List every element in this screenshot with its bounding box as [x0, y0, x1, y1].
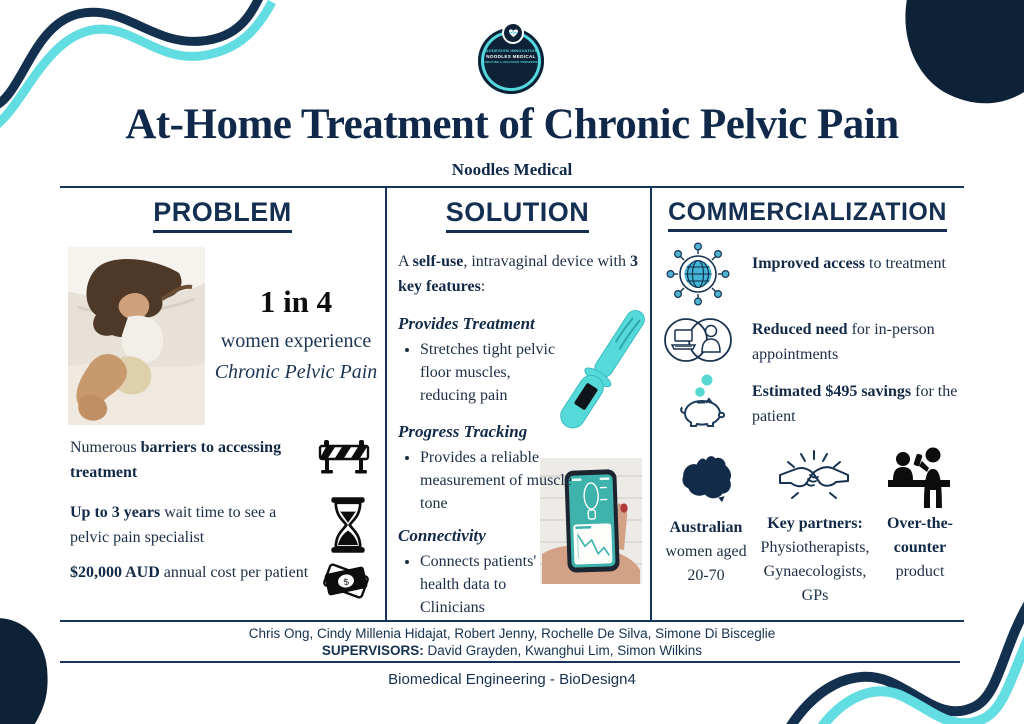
feature-bullets-tracking [402, 446, 580, 516]
feature-bullets-connectivity [402, 550, 555, 620]
solution-heading: SOLUTION [385, 197, 650, 233]
supervisors-line: SUPERVISORS: David Grayden, Kwanghui Lim, Simon Wilkins [321, 643, 703, 658]
telehealth-venn-icon [662, 312, 734, 368]
divider-problem-solution [385, 188, 387, 620]
market-australian-women: Australian women aged 20-70 [665, 519, 747, 584]
feature-title-tracking: Progress Tracking [398, 422, 528, 441]
problem-item-barriers: Numerous barriers to accessing treatment [70, 439, 282, 481]
poster-subtitle: Noodles Medical [451, 160, 573, 179]
money-icon [320, 557, 372, 605]
bullet-item: • Connects patients' health data to Clinicians [420, 550, 555, 620]
feature-bullets-treatment [402, 338, 570, 408]
benefit-reduced-need: Reduced need for in-person appointments [752, 321, 935, 363]
handshake-icon [776, 448, 852, 508]
program-name: Biomedical Engineering - BioDesign4 [388, 671, 636, 688]
logo [478, 26, 544, 94]
footer-rule-bottom [60, 661, 960, 663]
blob-top-right [905, 0, 1024, 103]
market-otc-product: Over-the-counter product [886, 515, 954, 580]
barrier-icon [318, 437, 370, 475]
stat-number: 1 in 4 [259, 284, 333, 319]
poster-title: At-Home Treatment of Chronic Pelvic Pain [125, 101, 899, 148]
stat-line2: Chronic Pelvic Pain [214, 361, 378, 383]
stat-line1: women experience [220, 330, 372, 352]
divider-solution-commercialization [650, 188, 652, 620]
logo-line1: BIODESIGN INNOVATION [483, 48, 539, 53]
network-globe-icon [666, 242, 730, 306]
top-rule [60, 186, 964, 188]
feature-title-treatment: Provides Treatment [398, 314, 535, 333]
piggy-bank-icon [672, 372, 730, 428]
supervisors-label: SUPERVISORS: [321, 643, 424, 658]
heart-pulse-icon [502, 22, 524, 44]
woman-on-bed-photo [68, 247, 205, 425]
feature-title-connectivity: Connectivity [398, 526, 486, 545]
prevalence-stat [208, 284, 384, 384]
benefit-savings: Estimated $495 savings for the patient [752, 383, 958, 425]
hourglass-icon [328, 497, 368, 553]
store-counter-icon [886, 446, 952, 508]
solution-intro: A self-use, intravaginal device with 3 key features: [398, 253, 638, 295]
benefit-access: Improved access to treatment [752, 255, 946, 272]
logo-line3: CREATING A HEALTHIER TOMORROW [484, 60, 538, 64]
team-names: Chris Ong, Cindy Millenia Hidajat, Robert Jenny, Rochelle De Silva, Simone Di Bisceglie [248, 626, 776, 641]
logo-line2: NOODLES MEDICAL [486, 54, 536, 59]
bullet-item: • Provides a reliable measurement of muscle tone [420, 446, 580, 516]
australia-map-icon [676, 450, 736, 506]
svg-text:$: $ [342, 576, 350, 588]
problem-item-cost: $20,000 AUD annual cost per patient [70, 564, 309, 581]
market-key-partners: Key partners: Physiotherapists, Gynaecologists, GPs [760, 515, 870, 604]
commercialization-heading: COMMERCIALIZATION [650, 198, 965, 232]
problem-heading: PROBLEM [60, 197, 385, 233]
footer-rule-top [60, 620, 964, 622]
bullet-item: • Stretches tight pelvic floor muscles, reducing pain [420, 338, 570, 408]
problem-item-wait-time: Up to 3 years wait time to see a pelvic pain specialist [70, 504, 277, 546]
